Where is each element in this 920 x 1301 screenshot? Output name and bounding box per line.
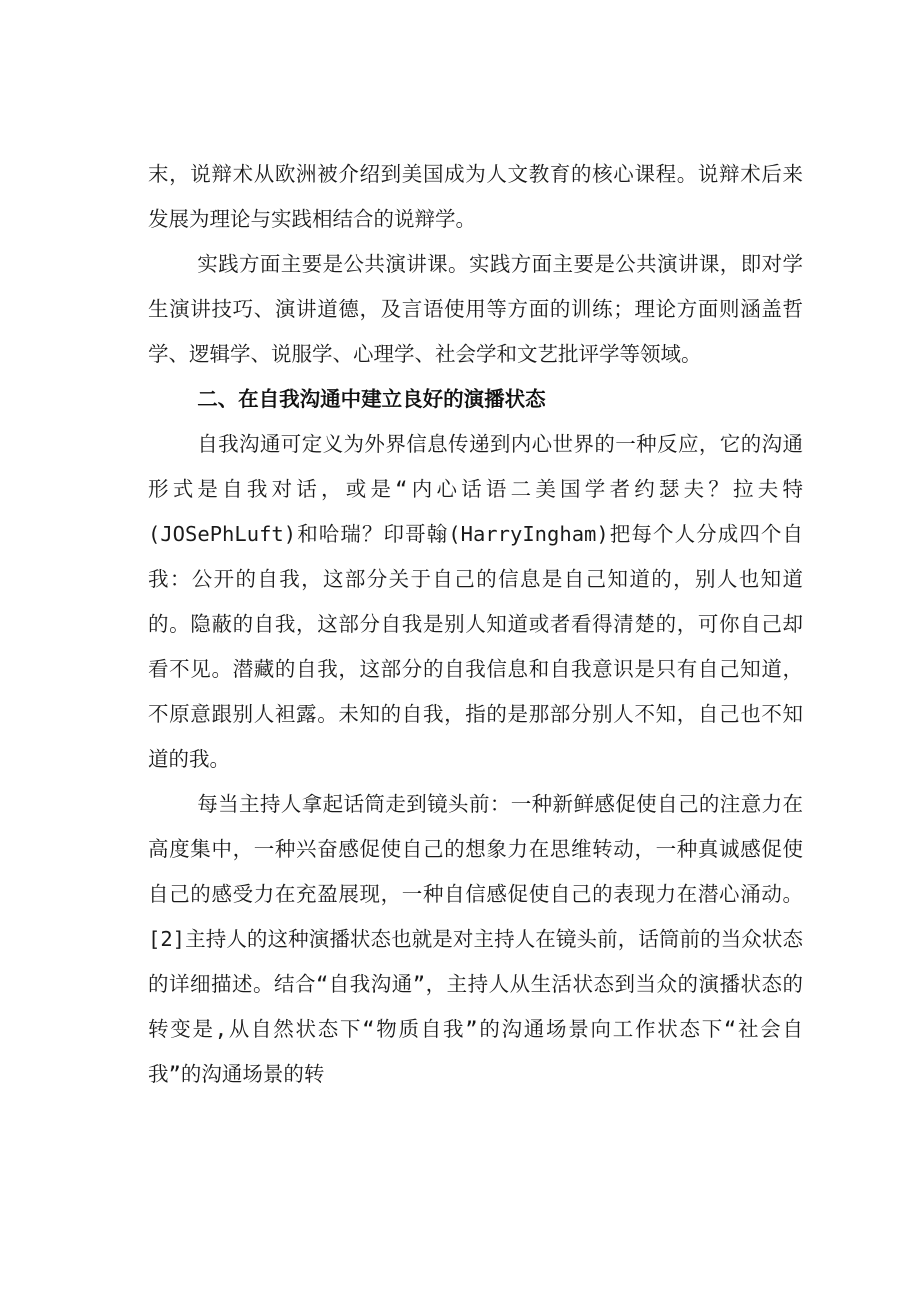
body-paragraph: 每当主持人拿起话筒走到镜头前：一种新鲜感促使自己的注意力在高度集中，一种兴奋感促使自己的想象力在思维转动，一种真诚感促使自己的感受力在充盈展现，一种自信感促使自己的表现力在潜心涌动。[2]主持人的这种演播状态也就是对主持人在镜头前，话筒前的当众状态的详细描述。结合“自我沟通”，主持人从生活状态到当众的演播状态的转变是,从自然状态下“物质自我”的沟通场景向工作状态下“社会自我”的沟通场景的转: [148, 792, 803, 1086]
body-paragraph: 自我沟通可定义为外界信息传递到内心世界的一种反应，它的沟通形式是自我对话，或是“内心话语二美国学者约瑟夫？拉夫特(JOSePhLuft)和哈瑞？印哥翰(HarryIngham)把每个人分成四个自我：公开的自我，这部分关于自己的信息是自己知道的，别人也知道的。隐蔽的自我，这部分自我是别人知道或者看得清楚的，可你自己却看不见。潜藏的自我，这部分的自我信息和自我意识是只有自己知道，不原意跟别人袒露。未知的自我，指的是那部分别人不知，自己也不知道的我。: [148, 432, 803, 771]
body-paragraph: 实践方面主要是公共演讲课。实践方面主要是公共演讲课，即对学生演讲技巧、演讲道德，及言语使用等方面的训练；理论方面则涵盖哲学、逻辑学、说服学、心理学、社会学和文艺批评学等领域。: [148, 252, 803, 366]
section-heading: 二、在自我沟通中建立良好的演播状态: [197, 387, 546, 411]
body-paragraph: 末，说辩术从欧洲被介绍到美国成为人文教育的核心课程。说辩术后来发展为理论与实践相结合的说辩学。: [148, 162, 803, 231]
document-body: [148, 152, 803, 1097]
